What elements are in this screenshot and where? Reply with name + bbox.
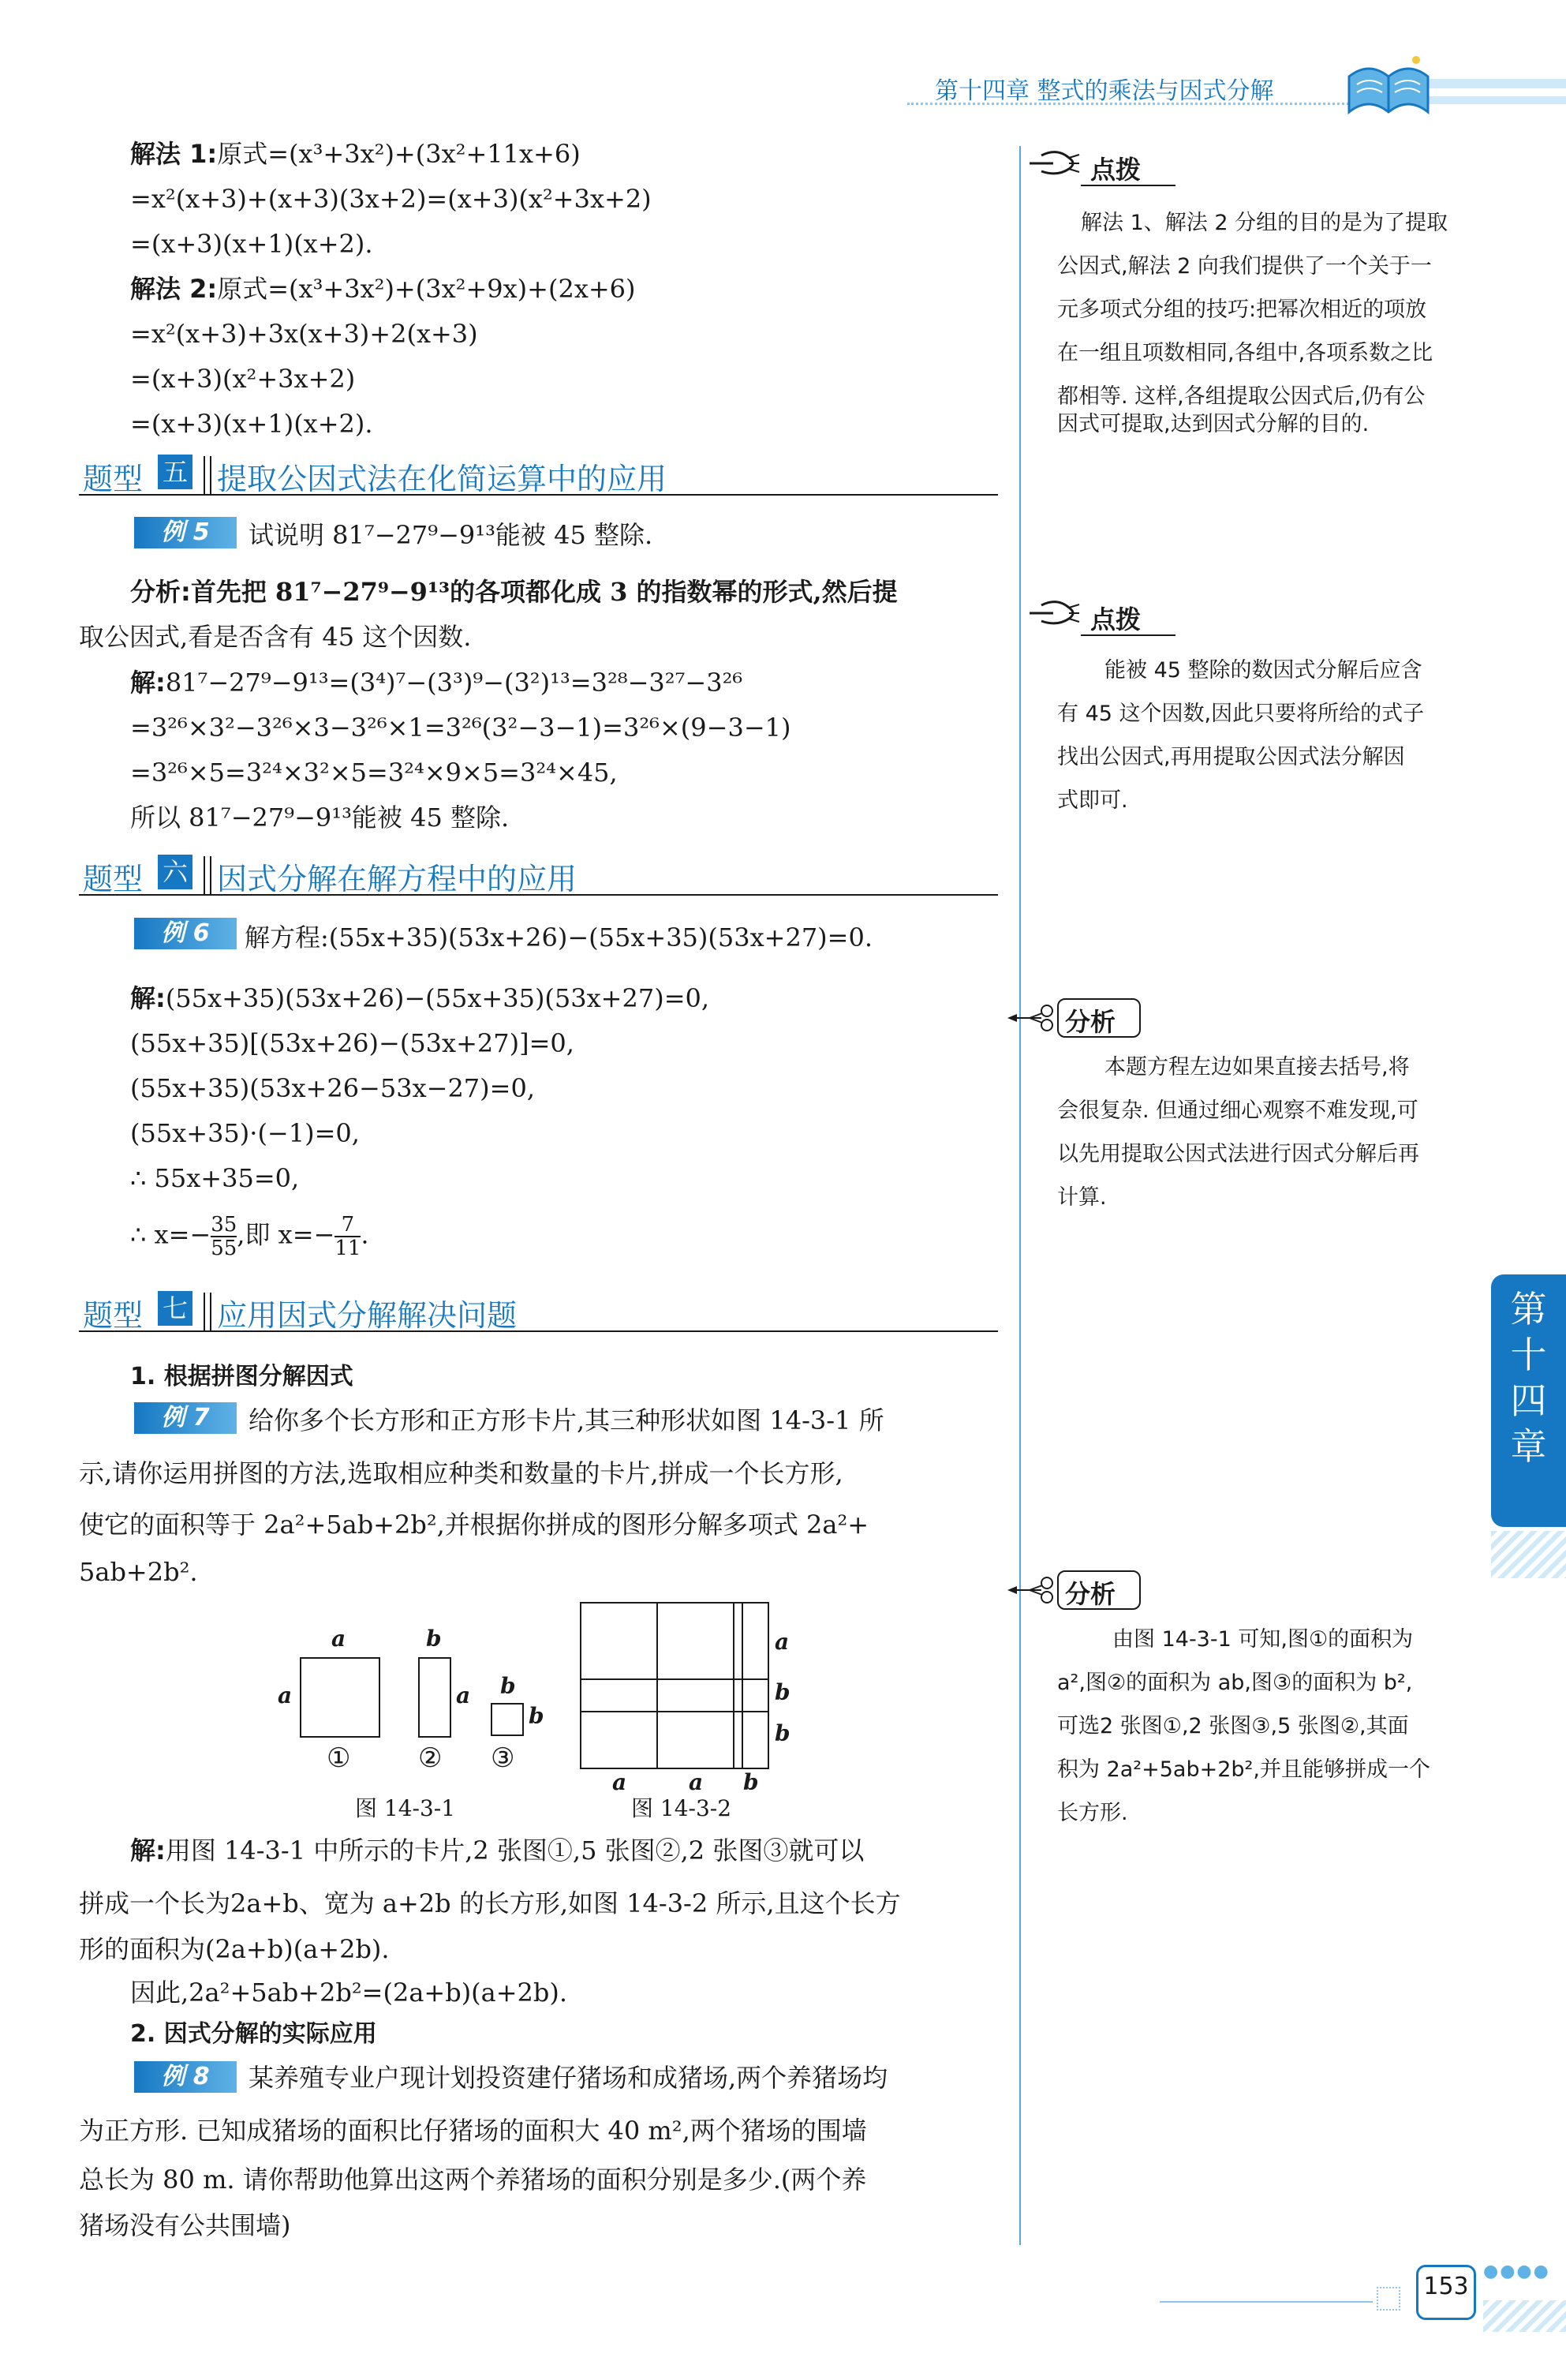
example-question: 给你多个长方形和正方形卡片,其三种形状如图 14-3-1 所	[249, 1405, 884, 1435]
note-heading: 点拨	[1090, 604, 1142, 634]
section-heading	[79, 848, 998, 904]
dim-label: a	[331, 1626, 346, 1652]
scissors-icon	[1006, 998, 1061, 1038]
footer-box-icon	[1377, 2287, 1400, 2311]
subheading: 1. 根据拼图分解因式	[130, 1363, 353, 1390]
grid-line	[580, 1678, 768, 1680]
solution-line-fraction: ∴ x=− $\frac{35}{55}$ ,即 x=− $\frac{7}{11}$ .	[130, 1213, 369, 1260]
solution-line: 所以 81⁷−27⁹−9¹³能被 45 整除.	[130, 803, 510, 833]
dim-label: a	[456, 1682, 471, 1708]
note-line: 都相等. 这样,各组提取公因式后,仍有公	[1057, 384, 1426, 409]
figure-number: ②	[418, 1742, 443, 1774]
note-line: 元多项式分组的技巧:把幂次相近的项放	[1057, 298, 1427, 322]
scissors-icon	[1006, 1570, 1061, 1610]
example-question: 试说明 81⁷−27⁹−9¹³能被 45 整除.	[249, 520, 653, 550]
footer-dots: ●●●●	[1483, 2262, 1550, 2281]
solution-line: (55x+35)(53x+26−53x−27)=0,	[130, 1073, 535, 1103]
section-label: 题型	[83, 1298, 144, 1333]
footer-line	[1160, 2301, 1373, 2303]
section-label: 题型	[83, 862, 144, 896]
section-label: 题型	[83, 462, 144, 496]
note-heading: 分析	[1065, 1007, 1116, 1037]
solution-line: 解:用图 14-3-1 中所示的卡片,2 张图①,5 张图②,2 张图③就可以	[130, 1836, 865, 1865]
note-line: 会很复杂. 但通过细心观察不难发现,可	[1057, 1098, 1418, 1123]
example-question: 示,请你运用拼图的方法,选取相应种类和数量的卡片,拼成一个长方形,	[79, 1458, 843, 1488]
solution-line: 解法 1:原式=(x³+3x²)+(3x²+11x+6)	[130, 139, 581, 169]
example-question: 解方程:(55x+35)(53x+26)−(55x+35)(53x+27)=0.	[245, 922, 873, 952]
note-line: 因式可提取,达到因式分解的目的.	[1057, 412, 1370, 436]
solution-line: ∴ 55x+35=0,	[130, 1163, 300, 1193]
chapter-tab-label: 第 十 四 章	[1510, 1288, 1547, 1468]
note-line: a²,图②的面积为 ab,图③的面积为 b²,	[1057, 1671, 1413, 1695]
solution-line: =(x+3)(x+1)(x+2).	[130, 229, 373, 259]
figure-caption: 图 14-3-1	[355, 1795, 456, 1821]
grid-line	[733, 1602, 734, 1768]
section-heading	[79, 1285, 998, 1340]
figure-14-3-2	[576, 1594, 813, 1823]
note-line: 长方形.	[1057, 1801, 1128, 1825]
open-book-icon	[1341, 49, 1436, 120]
solution-line: =3²⁶×5=3²⁴×3²×5=3²⁴×9×5=3²⁴×45,	[130, 758, 618, 788]
dim-label: a	[612, 1769, 627, 1795]
note-line: 可选2 张图①,2 张图③,5 张图②,其面	[1057, 1714, 1409, 1738]
note-line: 在一组且项数相同,各组中,各项系数之比	[1057, 341, 1433, 365]
note-underline	[1081, 634, 1175, 636]
dim-label: b	[775, 1679, 790, 1705]
note-line: 公因式,解法 2 向我们提供了一个关于一	[1057, 254, 1432, 279]
page-number: 153	[1423, 2273, 1469, 2300]
example-question: 为正方形. 已知成猪场的面积比仔猪场的面积大 40 m²,两个猪场的围墙	[79, 2116, 867, 2146]
solution-line: (55x+35)[(53x+26)−(53x+27)]=0,	[130, 1028, 574, 1058]
section-heading	[79, 448, 998, 503]
solution-line: =(x+3)(x+1)(x+2).	[130, 409, 373, 439]
solution-line: (55x+35)·(−1)=0,	[130, 1118, 360, 1148]
note-line: 解法 1、解法 2 分组的目的是为了提取	[1081, 211, 1448, 235]
chapter-tab-stripe	[1491, 1531, 1566, 1578]
note-line: 能被 45 整除的数因式分解后应含	[1104, 658, 1422, 683]
section-number: 五	[158, 455, 192, 489]
rect-card-ab	[418, 1657, 451, 1738]
dim-label: b	[775, 1720, 790, 1746]
square-card-a	[300, 1657, 380, 1738]
solution-line: 拼成一个长为2a+b、宽为 a+2b 的长方形,如图 14-3-2 所示,且这个长方	[79, 1888, 901, 1918]
analysis-line: 分析:首先把 81⁷−27⁹−9¹³的各项都化成 3 的指数幂的形式,然后提	[130, 577, 898, 607]
figure-number: ③	[491, 1742, 515, 1774]
dim-label: a	[278, 1682, 293, 1708]
note-heading: 点拨	[1090, 155, 1142, 185]
chapter-header-title: 第十四章 整式的乘法与因式分解	[935, 77, 1274, 105]
example-question: 5ab+2b².	[79, 1557, 198, 1587]
note-line: 找出公因式,再用提取公因式法分解因	[1057, 745, 1405, 769]
dim-label: b	[426, 1626, 442, 1652]
solution-line: =(x+3)(x²+3x+2)	[130, 364, 356, 394]
figure-14-3-1	[268, 1626, 568, 1823]
dim-label: b	[743, 1769, 759, 1795]
section-number: 七	[158, 1291, 192, 1326]
dim-label: b	[529, 1703, 544, 1729]
example-question: 总长为 80 m. 请你帮助他算出这两个养猪场的面积分别是多少.(两个养	[79, 2165, 867, 2195]
example-tag: 例 8	[134, 2061, 237, 2093]
figure-caption: 图 14-3-2	[631, 1795, 732, 1821]
solution-line: 形的面积为(2a+b)(a+2b).	[79, 1934, 390, 1964]
note-line: 以先用提取公因式法进行因式分解后再	[1057, 1142, 1419, 1166]
note-underline	[1081, 185, 1175, 186]
note-line: 积为 2a²+5ab+2b²,并且能够拼成一个	[1057, 1757, 1430, 1782]
solution-line: 因此,2a²+5ab+2b²=(2a+b)(a+2b).	[130, 1978, 568, 2008]
analysis-line: 取公因式,看是否含有 45 这个因数.	[79, 622, 472, 652]
solution-line: 解:81⁷−27⁹−9¹³=(3⁴)⁷−(3³)⁹−(3²)¹³=3²⁸−3²⁷−3²⁶	[130, 668, 743, 698]
example-tag: 例 5	[134, 517, 237, 548]
example-question: 猪场没有公共围墙)	[79, 2210, 291, 2240]
square-card-b	[491, 1703, 524, 1736]
dim-label: b	[500, 1673, 516, 1699]
grid-line	[742, 1602, 743, 1768]
pointing-hand-icon	[1026, 593, 1081, 633]
solution-line: =x²(x+3)+(x+3)(3x+2)=(x+3)(x²+3x+2)	[130, 184, 652, 214]
solution-line: 解:(55x+35)(53x+26)−(55x+35)(53x+27)=0,	[130, 983, 710, 1013]
assembled-rectangle	[580, 1602, 769, 1769]
note-line: 计算.	[1057, 1185, 1107, 1210]
section-title: 提取公因式法在化简运算中的应用	[217, 462, 667, 496]
example-tag: 例 6	[134, 918, 237, 949]
section-number: 六	[158, 855, 192, 889]
solution-line: =3²⁶×3²−3²⁶×3−3²⁶×1=3²⁶(3²−3−1)=3²⁶×(9−3−1)	[130, 713, 791, 743]
note-line: 本题方程左边如果直接去括号,将	[1104, 1055, 1410, 1080]
note-line: 式即可.	[1057, 788, 1128, 813]
section-title: 因式分解在解方程中的应用	[217, 862, 577, 896]
grid-line	[656, 1602, 658, 1768]
dim-label: a	[689, 1769, 704, 1795]
header-dotted-line	[907, 103, 1349, 105]
example-question: 使它的面积等于 2a²+5ab+2b²,并根据你拼成的图形分解多项式 2a²+	[79, 1510, 869, 1540]
note-line: 由图 14-3-1 可知,图①的面积为	[1112, 1627, 1414, 1652]
note-line: 有 45 这个因数,因此只要将所给的式子	[1057, 702, 1425, 726]
dim-label: a	[775, 1629, 790, 1655]
solution-line: =x²(x+3)+3x(x+3)+2(x+3)	[130, 319, 478, 349]
figure-number: ①	[327, 1742, 351, 1774]
section-title: 应用因式分解解决问题	[217, 1298, 518, 1333]
note-heading: 分析	[1065, 1579, 1116, 1609]
footer-stripe	[1483, 2300, 1566, 2332]
example-tag: 例 7	[134, 1402, 237, 1434]
pointing-hand-icon	[1026, 144, 1081, 183]
margin-divider	[1019, 146, 1021, 2245]
grid-line	[580, 1711, 768, 1712]
example-question: 某养殖专业户现计划投资建仔猪场和成猪场,两个养猪场均	[249, 2063, 888, 2093]
solution-line: 解法 2:原式=(x³+3x²)+(3x²+9x)+(2x+6)	[130, 274, 636, 304]
subheading: 2. 因式分解的实际应用	[130, 2020, 377, 2048]
